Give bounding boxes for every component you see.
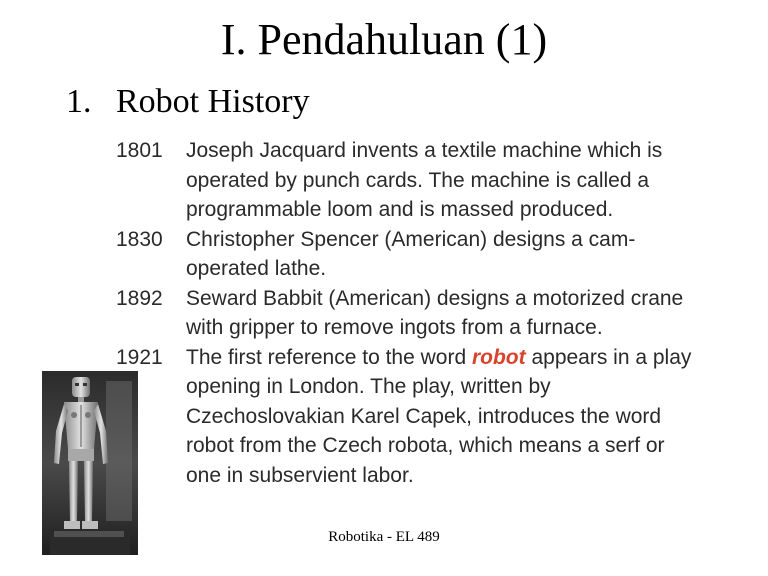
timeline-year: 1921 [116,345,163,369]
timeline-text [186,343,756,491]
timeline-entry-1921 [116,343,756,491]
timeline-text-before: The first reference to the word [186,345,472,369]
timeline-entry-1892 [116,284,756,343]
timeline-year: 1830 [116,227,163,251]
slide-title: I. Pendahuluan (1) [220,15,548,64]
timeline-entry-1801 [116,136,756,225]
highlighted-word: robot [471,345,526,369]
section-heading [66,82,310,122]
timeline-text: Christopher Spencer (American) designs a cam- operated lathe. [186,227,636,280]
timeline-year: 1801 [116,139,163,162]
slide-footer: Robotika - EL 489 [328,529,440,545]
timeline-text: Seward Babbit (American) designs a motorized crane with gripper to remove ingots from a furnace. [186,286,684,339]
section-number: 1. [66,83,92,120]
timeline-text: Joseph Jacquard invents a textile machine which is operated by punch cards. The machine is called a programmable loom and is massed produced. [186,139,663,221]
section-title: Robot History [116,83,310,120]
timeline-year: 1892 [116,286,163,310]
timeline-text-after: appears in a play opening in London. The play, written by Czechoslovakian Karel Capek, introduces the word robot from the Czech robota, which means a serf or one in subservient labor. [186,345,692,487]
robot-history-timeline [116,136,756,490]
timeline-entry-1830 [116,225,756,284]
